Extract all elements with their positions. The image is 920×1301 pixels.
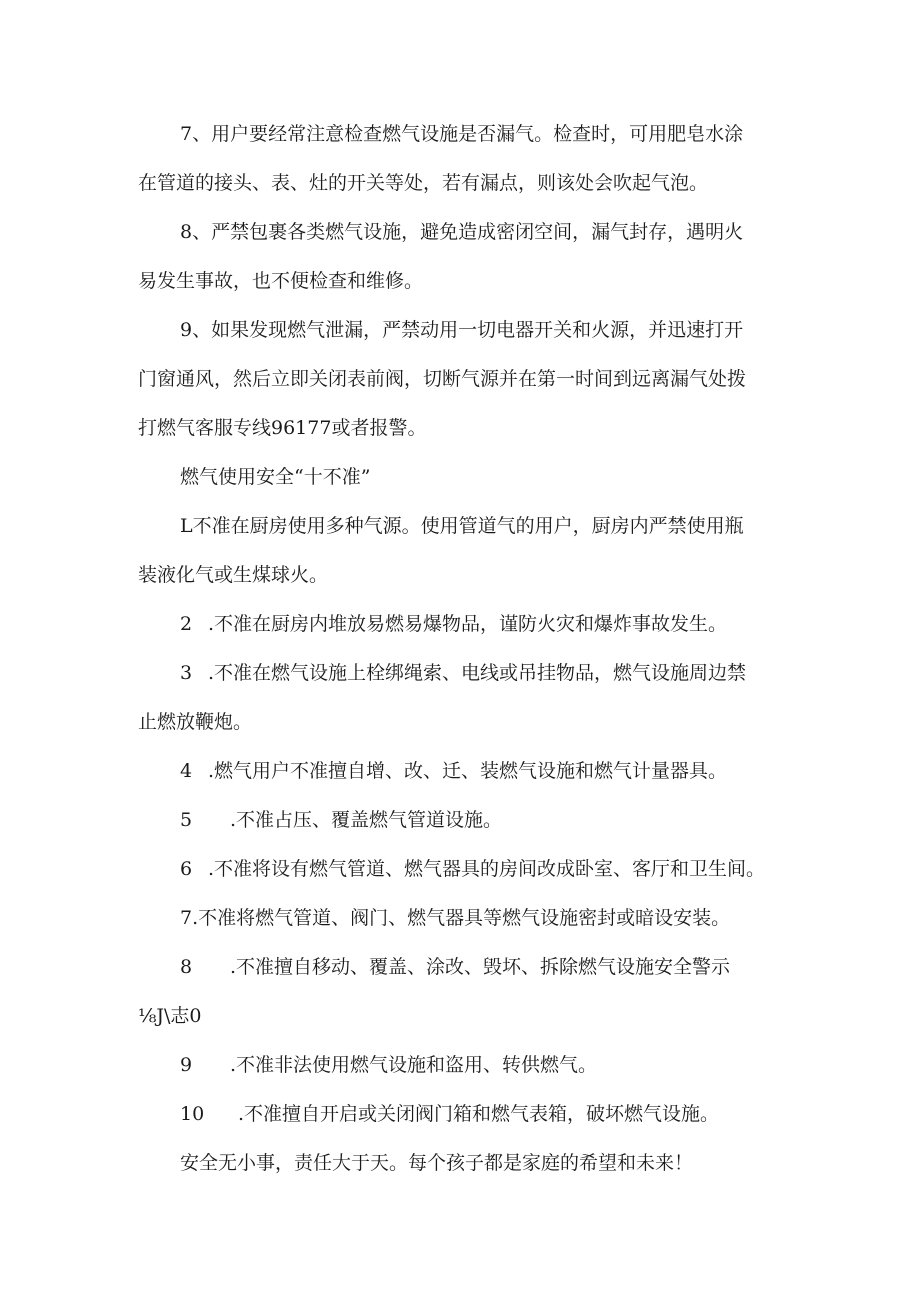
rule-text: .不准在燃气设施上栓绑绳索、电线或吊挂物品，燃气设施周边禁: [208, 662, 747, 684]
rule-4: [180, 759, 727, 783]
rule-number: 4: [180, 760, 193, 782]
rule-number: 3: [180, 662, 193, 684]
rule-3-line-1: [180, 661, 746, 685]
section-heading: 燃气使用安全“十不准”: [180, 466, 371, 488]
rule-text: .不准在厨房内堆放易燃易爆物品，谨防火灾和爆炸事故发生。: [208, 613, 728, 635]
rule-number: 5: [180, 809, 193, 831]
rule-number: 10: [180, 1103, 205, 1125]
rule-2: [180, 612, 727, 636]
rule-number: 9: [180, 1054, 193, 1076]
rule-text: .不准非法使用燃气设施和盗用、转供燃气。: [230, 1054, 598, 1076]
rule-8-line-2: ⅛J\志0: [138, 1005, 202, 1027]
rule-1-line-1: L不准在厨房使用多种气源。使用管道气的用户，厨房内严禁使用瓶: [180, 515, 744, 537]
paragraph-9-line-3: 打燃气客服专线96177或者报警。: [138, 417, 427, 439]
rule-text: .不准占压、覆盖燃气管道设施。: [230, 809, 503, 831]
rule-number: 2: [180, 613, 193, 635]
paragraph-7-line-2: 在管道的接头、表、灶的开关等处，若有漏点，则该处会吹起气泡。: [138, 172, 709, 194]
paragraph-9-line-2: 门窗通风，然后立即关闭表前阀，切断气源并在第一时间到远离漏气处拨: [138, 368, 747, 390]
rule-text: .不准擅自开启或关闭阀门箱和燃气表箱，破坏燃气设施。: [238, 1103, 720, 1125]
paragraph-9-line-1: 9、如果发现燃气泄漏，严禁动用一切电器开关和火源，并迅速打开: [180, 319, 744, 341]
rule-7: 7.不准将燃气管道、阀门、燃气器具等燃气设施密封或暗设安装。: [180, 907, 731, 929]
rule-3-line-2: 止燃放鞭炮。: [138, 711, 253, 733]
rule-number: 6: [180, 858, 193, 880]
paragraph-7-line-1: 7、用户要经常注意检查燃气设施是否漏气。检查时，可用肥皂水涂: [180, 123, 744, 145]
paragraph-8-line-2: 易发生事故，也不便检查和维修。: [138, 270, 424, 292]
rule-8-line-1: [180, 955, 730, 979]
rule-text: .不准将设有燃气管道、燃气器具的房间改成卧室、客厅和卫生间。: [208, 858, 766, 880]
paragraph-8-line-1: 8、严禁包裹各类燃气设施，避免造成密闭空间，漏气封存，遇明火: [180, 221, 744, 243]
rule-5: [180, 808, 502, 832]
rule-text: .不准擅自移动、覆盖、涂改、毁坏、拆除燃气设施安全警示: [230, 956, 731, 978]
closing-statement: 安全无小事，责任大于天。每个孩子都是家庭的希望和未来！: [180, 1152, 694, 1174]
rule-text: .燃气用户不准擅自增、改、迁、装燃气设施和燃气计量器具。: [208, 760, 728, 782]
rule-number: 8: [180, 956, 193, 978]
rule-1-line-2: 装液化气或生煤球火。: [138, 564, 329, 586]
rule-6: [180, 857, 765, 881]
rule-10: [180, 1102, 719, 1126]
rule-9: [180, 1053, 597, 1077]
